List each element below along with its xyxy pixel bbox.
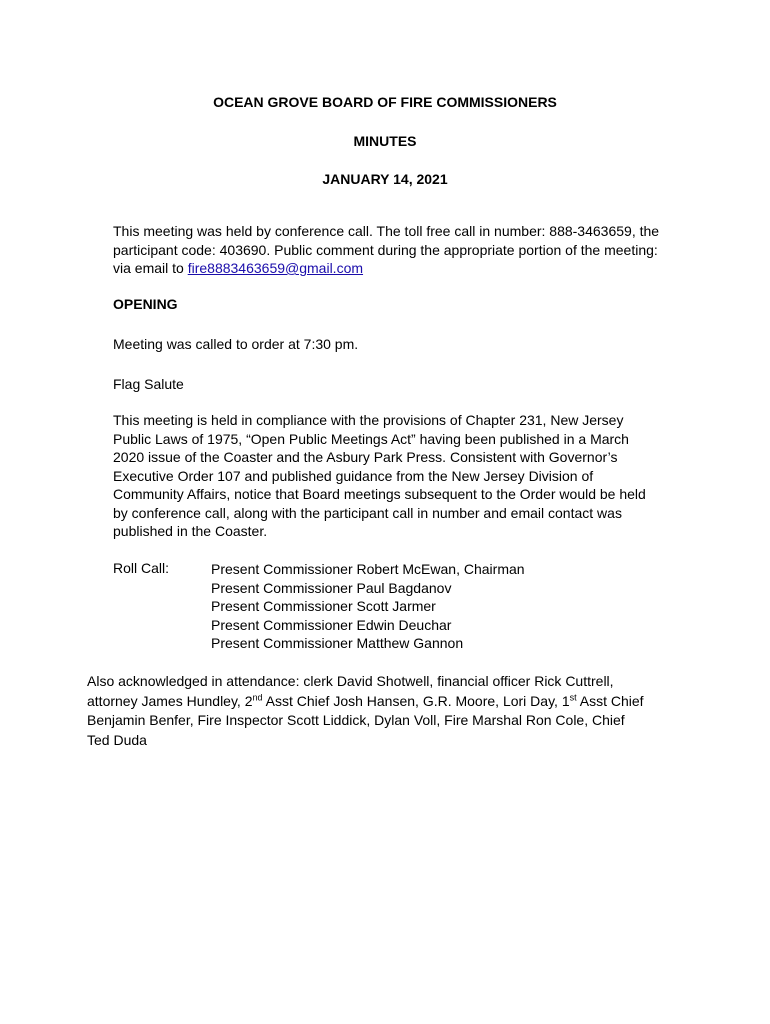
attendance-text-1: Also acknowledged in attendance: clerk David Shotwell, financial officer Rick Cuttrell, attorney James Hundley, 2 [87, 673, 614, 709]
attendance-text-3: Asst Chief Benjamin Benfer, Fire Inspector Scott Liddick, Dylan Voll, Fire Marshal Ron Cole, Chief Ted Duda [87, 692, 644, 748]
meeting-date: JANUARY 14, 2021 [322, 171, 448, 187]
roll-call-label: Roll Call: [113, 560, 170, 576]
roll-call-entry: Present Commissioner Robert McEwan, Chairman [211, 561, 525, 577]
roll-call-entry: Present Commissioner Paul Bagdanov [211, 579, 452, 596]
ordinal-suffix: st [569, 691, 577, 702]
intro-text: This meeting was held by conference call. The toll free call in number: 888-3463659, the participant code: 403690. Public comment during the appropriate portion of the meeting: via email to [113, 223, 660, 276]
document-type-title: MINUTES [353, 133, 417, 149]
roll-call-list [211, 560, 525, 653]
roll-call-entry: Present Commissioner Scott Jarmer [211, 598, 436, 615]
attendance-text-2: Asst Chief Josh Hansen, G.R. Moore, Lori Day, 1 [262, 692, 570, 709]
flag-salute-text: Flag Salute [113, 376, 184, 392]
attendance-paragraph [87, 672, 647, 750]
opening-heading: OPENING [113, 296, 178, 312]
roll-call-entry: Present Commissioner Edwin Deuchar [211, 616, 452, 633]
contact-email-link[interactable]: fire8883463659@gmail.com [187, 260, 364, 276]
intro-paragraph [113, 222, 673, 278]
compliance-paragraph: This meeting is held in compliance with the provisions of Chapter 231, New Jersey Public Laws of 1975, “Open Public Meetings Act” having been published in a March 2020 issue of the Coaster and the Asbury Park Press. Consistent with Governor’s Executive Order 107 and published guidance from the New Jersey Division of Community Affairs, notice that Board meetings subsequent to the Order would be held by conference call, along with the participant call in number and email contact was published in the Coaster. [113, 412, 646, 539]
called-to-order-text: Meeting was called to order at 7:30 pm. [113, 336, 359, 352]
ordinal-suffix: nd [252, 691, 263, 702]
roll-call-entry: Present Commissioner Matthew Gannon [211, 635, 464, 652]
organization-title: OCEAN GROVE BOARD OF FIRE COMMISSIONERS [213, 94, 557, 110]
